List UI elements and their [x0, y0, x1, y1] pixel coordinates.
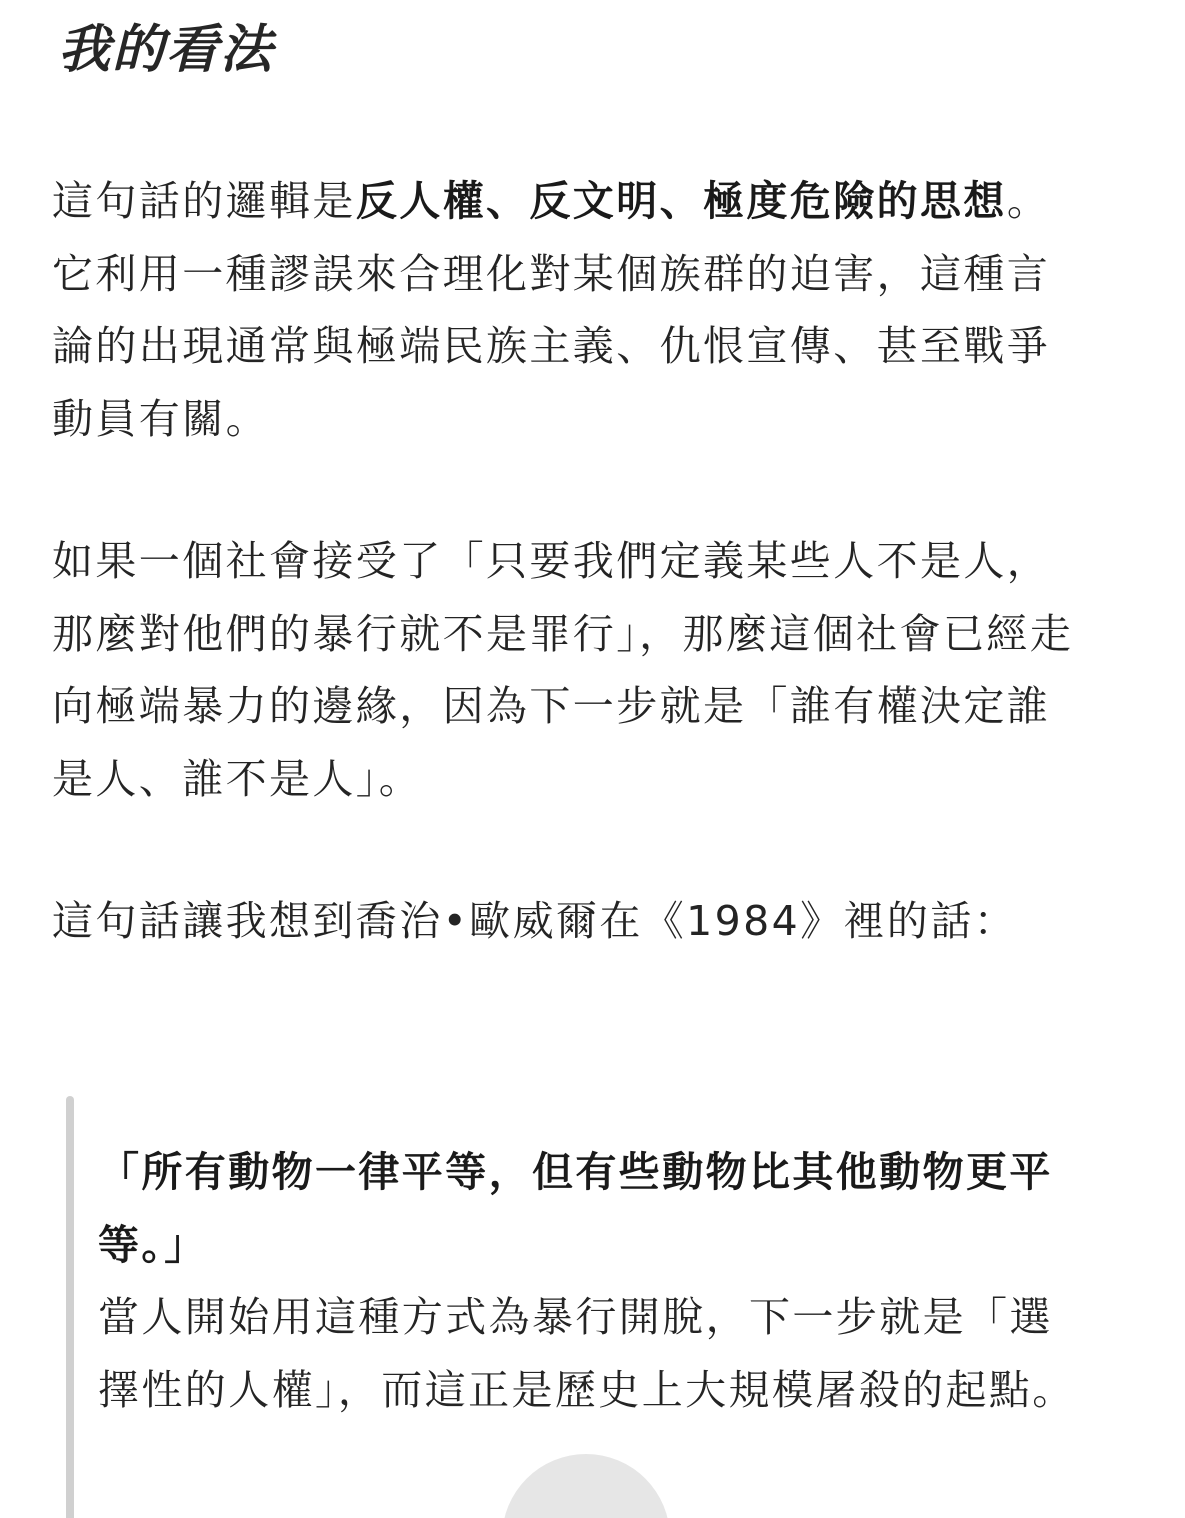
- section-heading: 我的看法: [58, 20, 275, 80]
- blockquote-body: [98, 1136, 1088, 1426]
- paragraph-logic-text-1: 這句話的邏輯是: [52, 177, 356, 225]
- blockquote-text: 當人開始用這種方式為暴行開脫，下一步就是「選擇性的人權」，而這正是歷史上大規模屠殺的起點。: [98, 1293, 1076, 1414]
- blockquote-quote: 「所有動物一律平等，但有些動物比其他動物更平等。」: [98, 1148, 1053, 1269]
- paragraph-logic: [52, 165, 1092, 455]
- paragraph-logic-bold: 反人權、反文明、極度危險的思想: [355, 177, 1007, 225]
- paragraph-logic-text-2: 。它利用一種謬誤來合理化對某個族群的迫害，這種言論的出現通常與極端民族主義、仇恨宣傳、甚至戰爭動員有關。: [52, 177, 1051, 443]
- paragraph-society: 如果一個社會接受了「只要我們定義某些人不是人，那麼對他們的暴行就不是罪行」，那麼這個社會已經走向極端暴力的邊緣，因為下一步就是「誰有權決定誰是人、誰不是人」。: [52, 537, 1074, 803]
- blockquote-bar: [66, 1096, 74, 1518]
- paragraph-orwell: 這句話讓我想到喬治•歐威爾在《1984》裡的話：: [52, 897, 1018, 945]
